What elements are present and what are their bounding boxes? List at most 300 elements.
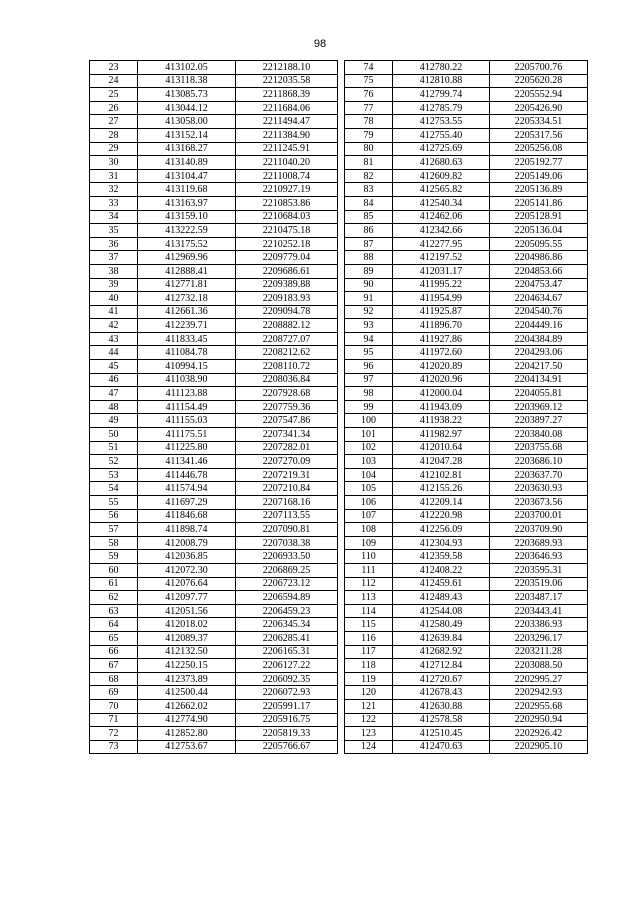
y-coordinate-cell: 2205136.89	[490, 183, 588, 197]
x-coordinate-cell: 411574.94	[138, 482, 236, 496]
table-row	[345, 686, 588, 700]
point-number-cell: 124	[345, 740, 393, 754]
y-coordinate-cell: 2212188.10	[236, 61, 338, 75]
x-coordinate-cell: 412680.63	[393, 156, 490, 170]
table-row	[345, 319, 588, 333]
point-number-cell: 118	[345, 659, 393, 673]
table-row	[90, 264, 338, 278]
table-row	[90, 740, 338, 754]
point-number-cell: 29	[90, 142, 138, 156]
y-coordinate-cell: 2207341.34	[236, 428, 338, 442]
x-coordinate-cell: 413163.97	[138, 196, 236, 210]
table-row	[90, 292, 338, 306]
point-number-cell: 30	[90, 156, 138, 170]
point-number-cell: 109	[345, 536, 393, 550]
table-row	[90, 672, 338, 686]
table-row	[90, 659, 338, 673]
table-row	[90, 455, 338, 469]
y-coordinate-cell: 2205426.90	[490, 101, 588, 115]
point-number-cell: 116	[345, 631, 393, 645]
x-coordinate-cell: 412712.84	[393, 659, 490, 673]
point-number-cell: 86	[345, 224, 393, 238]
point-number-cell: 34	[90, 210, 138, 224]
table-row	[345, 196, 588, 210]
x-coordinate-cell: 412510.45	[393, 727, 490, 741]
point-number-cell: 28	[90, 128, 138, 142]
y-coordinate-cell: 2205141.86	[490, 196, 588, 210]
table-row	[90, 142, 338, 156]
x-coordinate-cell: 412072.30	[138, 563, 236, 577]
y-coordinate-cell: 2206165.31	[236, 645, 338, 659]
table-row	[345, 169, 588, 183]
y-coordinate-cell: 2203689.93	[490, 536, 588, 550]
x-coordinate-cell: 412462.06	[393, 210, 490, 224]
table-row	[345, 740, 588, 754]
y-coordinate-cell: 2202950.94	[490, 713, 588, 727]
x-coordinate-cell: 412578.58	[393, 713, 490, 727]
x-coordinate-cell: 413118.38	[138, 74, 236, 88]
y-coordinate-cell: 2211868.39	[236, 88, 338, 102]
point-number-cell: 75	[345, 74, 393, 88]
table-row	[345, 604, 588, 618]
table-row	[345, 400, 588, 414]
x-coordinate-cell: 412097.77	[138, 591, 236, 605]
point-number-cell: 101	[345, 428, 393, 442]
table-row	[345, 509, 588, 523]
y-coordinate-cell: 2203646.93	[490, 550, 588, 564]
y-coordinate-cell: 2203755.68	[490, 441, 588, 455]
table-row	[345, 645, 588, 659]
table-row	[90, 699, 338, 713]
y-coordinate-cell: 2208212.62	[236, 346, 338, 360]
point-number-cell: 38	[90, 264, 138, 278]
x-coordinate-cell: 411943.09	[393, 400, 490, 414]
point-number-cell: 89	[345, 264, 393, 278]
table-row	[345, 523, 588, 537]
x-coordinate-cell: 412359.58	[393, 550, 490, 564]
point-number-cell: 78	[345, 115, 393, 129]
x-coordinate-cell: 412755.40	[393, 128, 490, 142]
point-number-cell: 82	[345, 169, 393, 183]
point-number-cell: 91	[345, 292, 393, 306]
table-row	[345, 346, 588, 360]
table-body-right	[345, 61, 588, 754]
table-row	[345, 727, 588, 741]
point-number-cell: 44	[90, 346, 138, 360]
y-coordinate-cell: 2204134.91	[490, 373, 588, 387]
x-coordinate-cell: 413222.59	[138, 224, 236, 238]
x-coordinate-cell: 412250.15	[138, 659, 236, 673]
point-number-cell: 51	[90, 441, 138, 455]
point-number-cell: 117	[345, 645, 393, 659]
x-coordinate-cell: 411898.74	[138, 523, 236, 537]
point-number-cell: 39	[90, 278, 138, 292]
y-coordinate-cell: 2205095.55	[490, 237, 588, 251]
x-coordinate-cell: 411084.78	[138, 346, 236, 360]
x-coordinate-cell: 412020.89	[393, 360, 490, 374]
x-coordinate-cell: 412500.44	[138, 686, 236, 700]
x-coordinate-cell: 411154.49	[138, 400, 236, 414]
x-coordinate-cell: 412580.49	[393, 618, 490, 632]
point-number-cell: 119	[345, 672, 393, 686]
point-number-cell: 85	[345, 210, 393, 224]
x-coordinate-cell: 412239.71	[138, 319, 236, 333]
x-coordinate-cell: 413175.52	[138, 237, 236, 251]
point-number-cell: 59	[90, 550, 138, 564]
table-row	[345, 278, 588, 292]
y-coordinate-cell: 2211384.90	[236, 128, 338, 142]
point-number-cell: 42	[90, 319, 138, 333]
y-coordinate-cell: 2205552.94	[490, 88, 588, 102]
y-coordinate-cell: 2206092.35	[236, 672, 338, 686]
x-coordinate-cell: 411155.03	[138, 414, 236, 428]
point-number-cell: 48	[90, 400, 138, 414]
point-number-cell: 53	[90, 468, 138, 482]
y-coordinate-cell: 2205128.91	[490, 210, 588, 224]
table-row	[90, 496, 338, 510]
table-row	[345, 128, 588, 142]
table-row	[90, 509, 338, 523]
table-row	[90, 468, 338, 482]
table-row	[90, 183, 338, 197]
x-coordinate-cell: 412010.64	[393, 441, 490, 455]
x-coordinate-cell: 412256.09	[393, 523, 490, 537]
point-number-cell: 73	[90, 740, 138, 754]
table-row	[90, 631, 338, 645]
table-row	[345, 292, 588, 306]
table-row	[90, 577, 338, 591]
y-coordinate-cell: 2204753.47	[490, 278, 588, 292]
y-coordinate-cell: 2205136.04	[490, 224, 588, 238]
point-number-cell: 45	[90, 360, 138, 374]
table-row	[90, 101, 338, 115]
point-number-cell: 40	[90, 292, 138, 306]
y-coordinate-cell: 2203700.01	[490, 509, 588, 523]
table-row	[90, 536, 338, 550]
x-coordinate-cell: 411225.80	[138, 441, 236, 455]
point-number-cell: 88	[345, 251, 393, 265]
y-coordinate-cell: 2204853.66	[490, 264, 588, 278]
point-number-cell: 106	[345, 496, 393, 510]
x-coordinate-cell: 411697.29	[138, 496, 236, 510]
table-row	[345, 142, 588, 156]
x-coordinate-cell: 412544.08	[393, 604, 490, 618]
table-row	[90, 686, 338, 700]
y-coordinate-cell: 2207113.55	[236, 509, 338, 523]
y-coordinate-cell: 2206345.34	[236, 618, 338, 632]
y-coordinate-cell: 2206869.25	[236, 563, 338, 577]
table-row	[345, 441, 588, 455]
y-coordinate-cell: 2203840.08	[490, 428, 588, 442]
point-number-cell: 83	[345, 183, 393, 197]
y-coordinate-cell: 2203673.56	[490, 496, 588, 510]
table-row	[345, 183, 588, 197]
point-number-cell: 50	[90, 428, 138, 442]
y-coordinate-cell: 2205700.76	[490, 61, 588, 75]
point-number-cell: 43	[90, 332, 138, 346]
x-coordinate-cell: 412155.26	[393, 482, 490, 496]
point-number-cell: 63	[90, 604, 138, 618]
point-number-cell: 35	[90, 224, 138, 238]
point-number-cell: 80	[345, 142, 393, 156]
y-coordinate-cell: 2204217.50	[490, 360, 588, 374]
y-coordinate-cell: 2206127.22	[236, 659, 338, 673]
table-row	[345, 224, 588, 238]
table-row	[90, 727, 338, 741]
y-coordinate-cell: 2208110.72	[236, 360, 338, 374]
point-number-cell: 72	[90, 727, 138, 741]
x-coordinate-cell: 412969.96	[138, 251, 236, 265]
y-coordinate-cell: 2207210.84	[236, 482, 338, 496]
table-row	[90, 645, 338, 659]
y-coordinate-cell: 2202905.10	[490, 740, 588, 754]
table-row	[345, 563, 588, 577]
x-coordinate-cell: 411341.46	[138, 455, 236, 469]
table-row	[90, 115, 338, 129]
x-coordinate-cell: 413085.73	[138, 88, 236, 102]
y-coordinate-cell: 2206933.50	[236, 550, 338, 564]
y-coordinate-cell: 2206459.23	[236, 604, 338, 618]
y-coordinate-cell: 2203088.50	[490, 659, 588, 673]
table-row	[90, 482, 338, 496]
table-row	[90, 224, 338, 238]
table-row	[90, 74, 338, 88]
point-number-cell: 81	[345, 156, 393, 170]
y-coordinate-cell: 2209686.61	[236, 264, 338, 278]
point-number-cell: 121	[345, 699, 393, 713]
table-row	[345, 115, 588, 129]
x-coordinate-cell: 412489.43	[393, 591, 490, 605]
x-coordinate-cell: 411175.51	[138, 428, 236, 442]
point-number-cell: 90	[345, 278, 393, 292]
table-row	[345, 577, 588, 591]
table-row	[345, 305, 588, 319]
page-number: 98	[313, 38, 327, 50]
x-coordinate-cell: 413159.10	[138, 210, 236, 224]
table-row	[90, 346, 338, 360]
table-row	[345, 101, 588, 115]
point-number-cell: 95	[345, 346, 393, 360]
point-number-cell: 46	[90, 373, 138, 387]
x-coordinate-cell: 412342.66	[393, 224, 490, 238]
x-coordinate-cell: 411982.97	[393, 428, 490, 442]
point-number-cell: 68	[90, 672, 138, 686]
table-row	[90, 319, 338, 333]
point-number-cell: 58	[90, 536, 138, 550]
point-number-cell: 55	[90, 496, 138, 510]
point-number-cell: 108	[345, 523, 393, 537]
table-row	[90, 278, 338, 292]
point-number-cell: 36	[90, 237, 138, 251]
point-number-cell: 100	[345, 414, 393, 428]
x-coordinate-cell: 412639.84	[393, 631, 490, 645]
y-coordinate-cell: 2209389.88	[236, 278, 338, 292]
point-number-cell: 52	[90, 455, 138, 469]
table-row	[345, 414, 588, 428]
y-coordinate-cell: 2209183.93	[236, 292, 338, 306]
point-number-cell: 110	[345, 550, 393, 564]
x-coordinate-cell: 412732.18	[138, 292, 236, 306]
x-coordinate-cell: 411846.68	[138, 509, 236, 523]
y-coordinate-cell: 2211684.06	[236, 101, 338, 115]
point-number-cell: 97	[345, 373, 393, 387]
table-row	[345, 550, 588, 564]
y-coordinate-cell: 2209779.04	[236, 251, 338, 265]
point-number-cell: 47	[90, 387, 138, 401]
table-row	[90, 237, 338, 251]
y-coordinate-cell: 2205991.17	[236, 699, 338, 713]
y-coordinate-cell: 2203211.28	[490, 645, 588, 659]
x-coordinate-cell: 412661.36	[138, 305, 236, 319]
x-coordinate-cell: 412799.74	[393, 88, 490, 102]
y-coordinate-cell: 2204986.86	[490, 251, 588, 265]
y-coordinate-cell: 2206723.12	[236, 577, 338, 591]
y-coordinate-cell: 2203709.90	[490, 523, 588, 537]
table-row	[345, 61, 588, 75]
point-number-cell: 57	[90, 523, 138, 537]
point-number-cell: 66	[90, 645, 138, 659]
x-coordinate-cell: 412051.56	[138, 604, 236, 618]
table-row	[345, 496, 588, 510]
x-coordinate-cell: 412020.96	[393, 373, 490, 387]
point-number-cell: 25	[90, 88, 138, 102]
x-coordinate-cell: 412209.14	[393, 496, 490, 510]
point-number-cell: 32	[90, 183, 138, 197]
x-coordinate-cell: 412197.52	[393, 251, 490, 265]
point-number-cell: 115	[345, 618, 393, 632]
coordinate-table-right	[344, 60, 588, 754]
point-number-cell: 23	[90, 61, 138, 75]
y-coordinate-cell: 2203487.17	[490, 591, 588, 605]
y-coordinate-cell: 2206072.93	[236, 686, 338, 700]
x-coordinate-cell: 412102.81	[393, 468, 490, 482]
table-row	[90, 618, 338, 632]
table-row	[90, 387, 338, 401]
table-row	[90, 169, 338, 183]
table-row	[90, 428, 338, 442]
x-coordinate-cell: 412753.67	[138, 740, 236, 754]
y-coordinate-cell: 2209094.78	[236, 305, 338, 319]
x-coordinate-cell: 412725.69	[393, 142, 490, 156]
point-number-cell: 61	[90, 577, 138, 591]
y-coordinate-cell: 2203386.93	[490, 618, 588, 632]
point-number-cell: 49	[90, 414, 138, 428]
table-row	[345, 591, 588, 605]
point-number-cell: 79	[345, 128, 393, 142]
point-number-cell: 102	[345, 441, 393, 455]
table-row	[90, 61, 338, 75]
point-number-cell: 98	[345, 387, 393, 401]
x-coordinate-cell: 412076.64	[138, 577, 236, 591]
point-number-cell: 113	[345, 591, 393, 605]
point-number-cell: 94	[345, 332, 393, 346]
x-coordinate-cell: 411038.90	[138, 373, 236, 387]
table-row	[90, 210, 338, 224]
point-number-cell: 54	[90, 482, 138, 496]
x-coordinate-cell: 412000.04	[393, 387, 490, 401]
y-coordinate-cell: 2203969.12	[490, 400, 588, 414]
point-number-cell: 112	[345, 577, 393, 591]
table-row	[90, 604, 338, 618]
y-coordinate-cell: 2207759.36	[236, 400, 338, 414]
point-number-cell: 27	[90, 115, 138, 129]
point-number-cell: 71	[90, 713, 138, 727]
x-coordinate-cell: 412785.79	[393, 101, 490, 115]
table-row	[90, 332, 338, 346]
y-coordinate-cell: 2202942.93	[490, 686, 588, 700]
table-row	[90, 414, 338, 428]
x-coordinate-cell: 412132.50	[138, 645, 236, 659]
x-coordinate-cell: 412774.90	[138, 713, 236, 727]
y-coordinate-cell: 2204293.06	[490, 346, 588, 360]
y-coordinate-cell: 2205916.75	[236, 713, 338, 727]
table-row	[345, 468, 588, 482]
y-coordinate-cell: 2203595.31	[490, 563, 588, 577]
x-coordinate-cell: 412678.43	[393, 686, 490, 700]
x-coordinate-cell: 412470.63	[393, 740, 490, 754]
point-number-cell: 77	[345, 101, 393, 115]
table-row	[345, 672, 588, 686]
point-number-cell: 74	[345, 61, 393, 75]
point-number-cell: 107	[345, 509, 393, 523]
point-number-cell: 37	[90, 251, 138, 265]
table-row	[90, 523, 338, 537]
x-coordinate-cell: 413140.89	[138, 156, 236, 170]
x-coordinate-cell: 411446.78	[138, 468, 236, 482]
point-number-cell: 123	[345, 727, 393, 741]
x-coordinate-cell: 412609.82	[393, 169, 490, 183]
x-coordinate-cell: 412277.95	[393, 237, 490, 251]
point-number-cell: 103	[345, 455, 393, 469]
x-coordinate-cell: 411123.88	[138, 387, 236, 401]
x-coordinate-cell: 412540.34	[393, 196, 490, 210]
y-coordinate-cell: 2205620.28	[490, 74, 588, 88]
y-coordinate-cell: 2212035.58	[236, 74, 338, 88]
point-number-cell: 70	[90, 699, 138, 713]
y-coordinate-cell: 2205317.56	[490, 128, 588, 142]
point-number-cell: 92	[345, 305, 393, 319]
y-coordinate-cell: 2208036.84	[236, 373, 338, 387]
y-coordinate-cell: 2202926.42	[490, 727, 588, 741]
table-row	[90, 88, 338, 102]
x-coordinate-cell: 412008.79	[138, 536, 236, 550]
x-coordinate-cell: 412852.80	[138, 727, 236, 741]
y-coordinate-cell: 2203897.27	[490, 414, 588, 428]
table-row	[345, 699, 588, 713]
y-coordinate-cell: 2211008.74	[236, 169, 338, 183]
x-coordinate-cell: 412888.41	[138, 264, 236, 278]
point-number-cell: 33	[90, 196, 138, 210]
x-coordinate-cell: 413102.05	[138, 61, 236, 75]
x-coordinate-cell: 411938.22	[393, 414, 490, 428]
y-coordinate-cell: 2204540.76	[490, 305, 588, 319]
y-coordinate-cell: 2207168.16	[236, 496, 338, 510]
table-row	[345, 618, 588, 632]
point-number-cell: 114	[345, 604, 393, 618]
y-coordinate-cell: 2210853.86	[236, 196, 338, 210]
y-coordinate-cell: 2203519.06	[490, 577, 588, 591]
x-coordinate-cell: 413044.12	[138, 101, 236, 115]
table-row	[90, 373, 338, 387]
point-number-cell: 96	[345, 360, 393, 374]
point-number-cell: 93	[345, 319, 393, 333]
table-row	[345, 210, 588, 224]
x-coordinate-cell: 413058.00	[138, 115, 236, 129]
table-row	[345, 237, 588, 251]
y-coordinate-cell: 2203443.41	[490, 604, 588, 618]
y-coordinate-cell: 2211245.91	[236, 142, 338, 156]
point-number-cell: 76	[345, 88, 393, 102]
